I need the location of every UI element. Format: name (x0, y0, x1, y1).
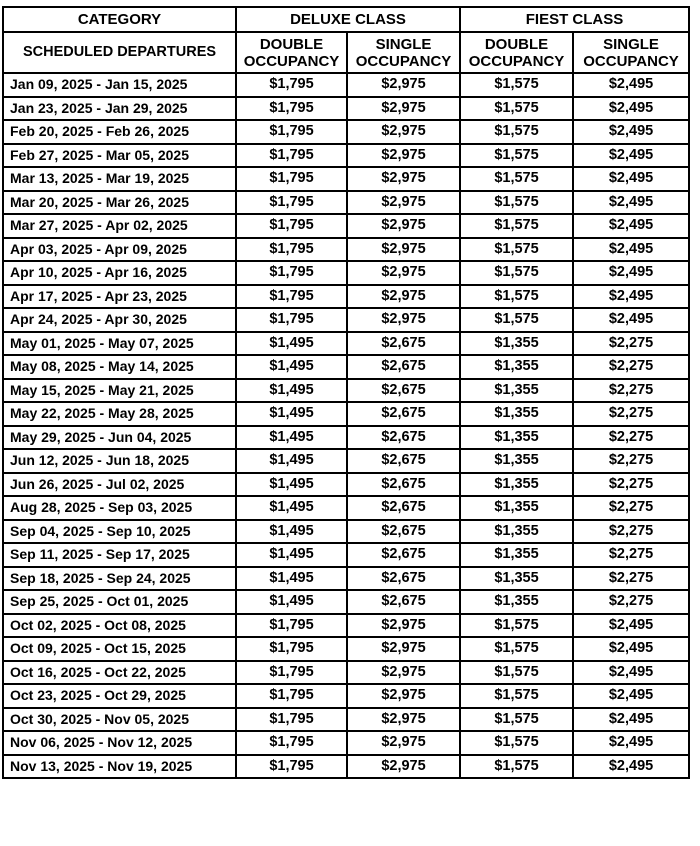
first-single-price-cell: $2,275 (573, 567, 689, 591)
first-single-price-cell: $2,495 (573, 637, 689, 661)
first-single-occupancy-header (573, 32, 689, 73)
deluxe-single-price-cell: $2,975 (347, 684, 460, 708)
table-row (3, 214, 689, 238)
departure-dates-cell: Oct 16, 2025 - Oct 22, 2025 (3, 661, 236, 685)
deluxe-single-price-cell: $2,675 (347, 473, 460, 497)
deluxe-double-price-cell: $1,795 (236, 73, 347, 97)
first-double-price-cell: $1,355 (460, 543, 573, 567)
departure-dates-cell: May 29, 2025 - Jun 04, 2025 (3, 426, 236, 450)
departure-dates-cell: Sep 25, 2025 - Oct 01, 2025 (3, 590, 236, 614)
table-row (3, 637, 689, 661)
departure-dates-cell: Sep 11, 2025 - Sep 17, 2025 (3, 543, 236, 567)
deluxe-single-price-cell: $2,675 (347, 402, 460, 426)
first-double-price-cell: $1,575 (460, 614, 573, 638)
header-row-classes (3, 7, 689, 32)
deluxe-double-price-cell: $1,495 (236, 567, 347, 591)
first-single-price-cell: $2,495 (573, 191, 689, 215)
first-double-price-cell: $1,575 (460, 708, 573, 732)
first-double-price-cell: $1,575 (460, 261, 573, 285)
deluxe-single-price-cell: $2,975 (347, 191, 460, 215)
first-single-price-cell: $2,275 (573, 355, 689, 379)
first-single-price-cell: $2,495 (573, 214, 689, 238)
table-row (3, 332, 689, 356)
departure-dates-cell: Nov 13, 2025 - Nov 19, 2025 (3, 755, 236, 779)
table-row (3, 708, 689, 732)
deluxe-single-price-cell: $2,975 (347, 144, 460, 168)
first-single-price-cell: $2,275 (573, 379, 689, 403)
departure-dates-cell: Aug 28, 2025 - Sep 03, 2025 (3, 496, 236, 520)
first-single-price-cell: $2,495 (573, 261, 689, 285)
first-single-price-cell: $2,495 (573, 97, 689, 121)
deluxe-double-price-cell: $1,795 (236, 167, 347, 191)
first-double-price-cell: $1,355 (460, 426, 573, 450)
departure-dates-cell: Apr 10, 2025 - Apr 16, 2025 (3, 261, 236, 285)
first-double-occupancy-header (460, 32, 573, 73)
first-double-price-cell: $1,575 (460, 120, 573, 144)
departure-dates-cell: Apr 03, 2025 - Apr 09, 2025 (3, 238, 236, 262)
first-double-price-cell: $1,355 (460, 332, 573, 356)
first-double-price-cell: $1,355 (460, 449, 573, 473)
table-row (3, 402, 689, 426)
deluxe-single-price-cell: $2,975 (347, 637, 460, 661)
deluxe-double-price-cell: $1,795 (236, 285, 347, 309)
first-single-price-cell: $2,275 (573, 332, 689, 356)
deluxe-single-price-cell: $2,675 (347, 520, 460, 544)
departure-dates-cell: Jan 09, 2025 - Jan 15, 2025 (3, 73, 236, 97)
deluxe-single-price-cell: $2,675 (347, 426, 460, 450)
table-row (3, 379, 689, 403)
deluxe-double-price-cell: $1,795 (236, 238, 347, 262)
table-row (3, 426, 689, 450)
departure-dates-cell: Nov 06, 2025 - Nov 12, 2025 (3, 731, 236, 755)
first-single-price-cell: $2,495 (573, 661, 689, 685)
departure-dates-cell: Mar 27, 2025 - Apr 02, 2025 (3, 214, 236, 238)
first-single-price-cell: $2,495 (573, 73, 689, 97)
first-single-price-cell: $2,275 (573, 543, 689, 567)
departure-dates-cell: Jun 12, 2025 - Jun 18, 2025 (3, 449, 236, 473)
header-row-occupancy (3, 32, 689, 73)
table-row (3, 473, 689, 497)
deluxe-single-price-cell: $2,975 (347, 708, 460, 732)
occupancy-label-double: DOUBLE OCCUPANCY (468, 35, 565, 70)
table-row (3, 355, 689, 379)
first-single-price-cell: $2,495 (573, 285, 689, 309)
deluxe-double-price-cell: $1,795 (236, 614, 347, 638)
first-single-price-cell: $2,495 (573, 684, 689, 708)
table-row (3, 191, 689, 215)
deluxe-double-price-cell: $1,795 (236, 97, 347, 121)
first-single-price-cell: $2,275 (573, 402, 689, 426)
table-row (3, 567, 689, 591)
first-double-price-cell: $1,575 (460, 238, 573, 262)
table-row (3, 684, 689, 708)
deluxe-double-price-cell: $1,795 (236, 144, 347, 168)
departure-dates-cell: May 01, 2025 - May 07, 2025 (3, 332, 236, 356)
departure-dates-cell: Mar 20, 2025 - Mar 26, 2025 (3, 191, 236, 215)
deluxe-double-price-cell: $1,495 (236, 590, 347, 614)
first-single-price-cell: $2,275 (573, 520, 689, 544)
first-single-price-cell: $2,495 (573, 120, 689, 144)
departure-dates-cell: Apr 17, 2025 - Apr 23, 2025 (3, 285, 236, 309)
departure-dates-cell: Jun 26, 2025 - Jul 02, 2025 (3, 473, 236, 497)
first-double-price-cell: $1,355 (460, 402, 573, 426)
departure-dates-cell: Apr 24, 2025 - Apr 30, 2025 (3, 308, 236, 332)
first-double-price-cell: $1,575 (460, 144, 573, 168)
deluxe-single-price-cell: $2,975 (347, 755, 460, 779)
first-double-price-cell: $1,355 (460, 567, 573, 591)
first-double-price-cell: $1,575 (460, 755, 573, 779)
deluxe-double-price-cell: $1,795 (236, 308, 347, 332)
first-double-price-cell: $1,575 (460, 637, 573, 661)
first-single-price-cell: $2,275 (573, 496, 689, 520)
first-single-price-cell: $2,495 (573, 731, 689, 755)
deluxe-double-price-cell: $1,495 (236, 402, 347, 426)
departure-dates-cell: Oct 02, 2025 - Oct 08, 2025 (3, 614, 236, 638)
deluxe-single-price-cell: $2,975 (347, 614, 460, 638)
deluxe-double-price-cell: $1,495 (236, 449, 347, 473)
table-row (3, 755, 689, 779)
departure-dates-cell: Oct 30, 2025 - Nov 05, 2025 (3, 708, 236, 732)
deluxe-double-price-cell: $1,795 (236, 684, 347, 708)
deluxe-single-price-cell: $2,675 (347, 355, 460, 379)
first-class-header: FIEST CLASS (460, 7, 689, 32)
occupancy-label-double: DOUBLE OCCUPANCY (243, 35, 340, 70)
departure-dates-cell: Oct 23, 2025 - Oct 29, 2025 (3, 684, 236, 708)
departure-dates-cell: Feb 27, 2025 - Mar 05, 2025 (3, 144, 236, 168)
deluxe-single-price-cell: $2,975 (347, 214, 460, 238)
deluxe-double-price-cell: $1,795 (236, 191, 347, 215)
deluxe-double-price-cell: $1,495 (236, 355, 347, 379)
deluxe-double-price-cell: $1,795 (236, 214, 347, 238)
table-row (3, 614, 689, 638)
deluxe-double-price-cell: $1,795 (236, 261, 347, 285)
departure-dates-cell: May 08, 2025 - May 14, 2025 (3, 355, 236, 379)
deluxe-double-price-cell: $1,795 (236, 708, 347, 732)
departure-dates-cell: Oct 09, 2025 - Oct 15, 2025 (3, 637, 236, 661)
first-double-price-cell: $1,575 (460, 167, 573, 191)
deluxe-single-price-cell: $2,975 (347, 238, 460, 262)
table-row (3, 261, 689, 285)
deluxe-double-price-cell: $1,495 (236, 520, 347, 544)
first-single-price-cell: $2,495 (573, 308, 689, 332)
deluxe-double-price-cell: $1,795 (236, 731, 347, 755)
deluxe-single-price-cell: $2,975 (347, 308, 460, 332)
first-single-price-cell: $2,275 (573, 426, 689, 450)
first-single-price-cell: $2,275 (573, 590, 689, 614)
deluxe-single-price-cell: $2,975 (347, 661, 460, 685)
deluxe-single-price-cell: $2,675 (347, 567, 460, 591)
first-double-price-cell: $1,575 (460, 191, 573, 215)
deluxe-single-price-cell: $2,675 (347, 543, 460, 567)
departure-dates-cell: Feb 20, 2025 - Feb 26, 2025 (3, 120, 236, 144)
deluxe-single-price-cell: $2,675 (347, 590, 460, 614)
first-double-price-cell: $1,355 (460, 590, 573, 614)
table-row (3, 449, 689, 473)
deluxe-single-price-cell: $2,975 (347, 167, 460, 191)
deluxe-single-price-cell: $2,975 (347, 120, 460, 144)
table-row (3, 543, 689, 567)
departure-dates-cell: Sep 18, 2025 - Sep 24, 2025 (3, 567, 236, 591)
deluxe-double-price-cell: $1,495 (236, 426, 347, 450)
table-row (3, 120, 689, 144)
occupancy-label-single: SINGLE OCCUPANCY (583, 35, 679, 70)
first-double-price-cell: $1,575 (460, 661, 573, 685)
table-row (3, 590, 689, 614)
first-double-price-cell: $1,575 (460, 731, 573, 755)
first-single-price-cell: $2,495 (573, 144, 689, 168)
first-double-price-cell: $1,355 (460, 355, 573, 379)
table-row (3, 167, 689, 191)
deluxe-single-price-cell: $2,975 (347, 731, 460, 755)
deluxe-double-price-cell: $1,495 (236, 496, 347, 520)
first-single-price-cell: $2,495 (573, 708, 689, 732)
table-row (3, 496, 689, 520)
deluxe-double-price-cell: $1,795 (236, 120, 347, 144)
first-double-price-cell: $1,575 (460, 97, 573, 121)
first-single-price-cell: $2,495 (573, 167, 689, 191)
first-single-price-cell: $2,275 (573, 473, 689, 497)
deluxe-single-price-cell: $2,675 (347, 332, 460, 356)
deluxe-single-price-cell: $2,675 (347, 449, 460, 473)
first-single-price-cell: $2,495 (573, 238, 689, 262)
table-row (3, 285, 689, 309)
deluxe-class-header: DELUXE CLASS (236, 7, 460, 32)
departure-dates-cell: May 22, 2025 - May 28, 2025 (3, 402, 236, 426)
first-double-price-cell: $1,575 (460, 214, 573, 238)
deluxe-single-price-cell: $2,975 (347, 261, 460, 285)
deluxe-single-price-cell: $2,675 (347, 496, 460, 520)
deluxe-double-price-cell: $1,795 (236, 637, 347, 661)
first-single-price-cell: $2,275 (573, 449, 689, 473)
deluxe-double-price-cell: $1,495 (236, 473, 347, 497)
first-single-price-cell: $2,495 (573, 755, 689, 779)
occupancy-label-single: SINGLE OCCUPANCY (355, 35, 452, 70)
first-single-price-cell: $2,495 (573, 614, 689, 638)
deluxe-single-occupancy-header (347, 32, 460, 73)
deluxe-single-price-cell: $2,975 (347, 73, 460, 97)
first-double-price-cell: $1,355 (460, 473, 573, 497)
table-row (3, 238, 689, 262)
table-row (3, 144, 689, 168)
first-double-price-cell: $1,575 (460, 73, 573, 97)
category-header: CATEGORY (3, 7, 236, 32)
deluxe-single-price-cell: $2,975 (347, 97, 460, 121)
table-row (3, 97, 689, 121)
table-row (3, 661, 689, 685)
deluxe-double-price-cell: $1,495 (236, 332, 347, 356)
departure-dates-cell: Mar 13, 2025 - Mar 19, 2025 (3, 167, 236, 191)
departure-dates-cell: May 15, 2025 - May 21, 2025 (3, 379, 236, 403)
deluxe-single-price-cell: $2,675 (347, 379, 460, 403)
table-row (3, 73, 689, 97)
deluxe-double-price-cell: $1,795 (236, 661, 347, 685)
scheduled-departures-header: SCHEDULED DEPARTURES (3, 32, 236, 73)
first-double-price-cell: $1,575 (460, 285, 573, 309)
departure-dates-cell: Sep 04, 2025 - Sep 10, 2025 (3, 520, 236, 544)
first-double-price-cell: $1,575 (460, 684, 573, 708)
table-row (3, 308, 689, 332)
deluxe-double-price-cell: $1,495 (236, 543, 347, 567)
deluxe-double-price-cell: $1,495 (236, 379, 347, 403)
first-double-price-cell: $1,355 (460, 379, 573, 403)
deluxe-double-price-cell: $1,795 (236, 755, 347, 779)
departures-body (3, 73, 689, 778)
table-row (3, 520, 689, 544)
first-double-price-cell: $1,575 (460, 308, 573, 332)
deluxe-double-occupancy-header (236, 32, 347, 73)
departures-price-table (2, 6, 690, 779)
departure-dates-cell: Jan 23, 2025 - Jan 29, 2025 (3, 97, 236, 121)
first-double-price-cell: $1,355 (460, 496, 573, 520)
deluxe-single-price-cell: $2,975 (347, 285, 460, 309)
first-double-price-cell: $1,355 (460, 520, 573, 544)
table-row (3, 731, 689, 755)
